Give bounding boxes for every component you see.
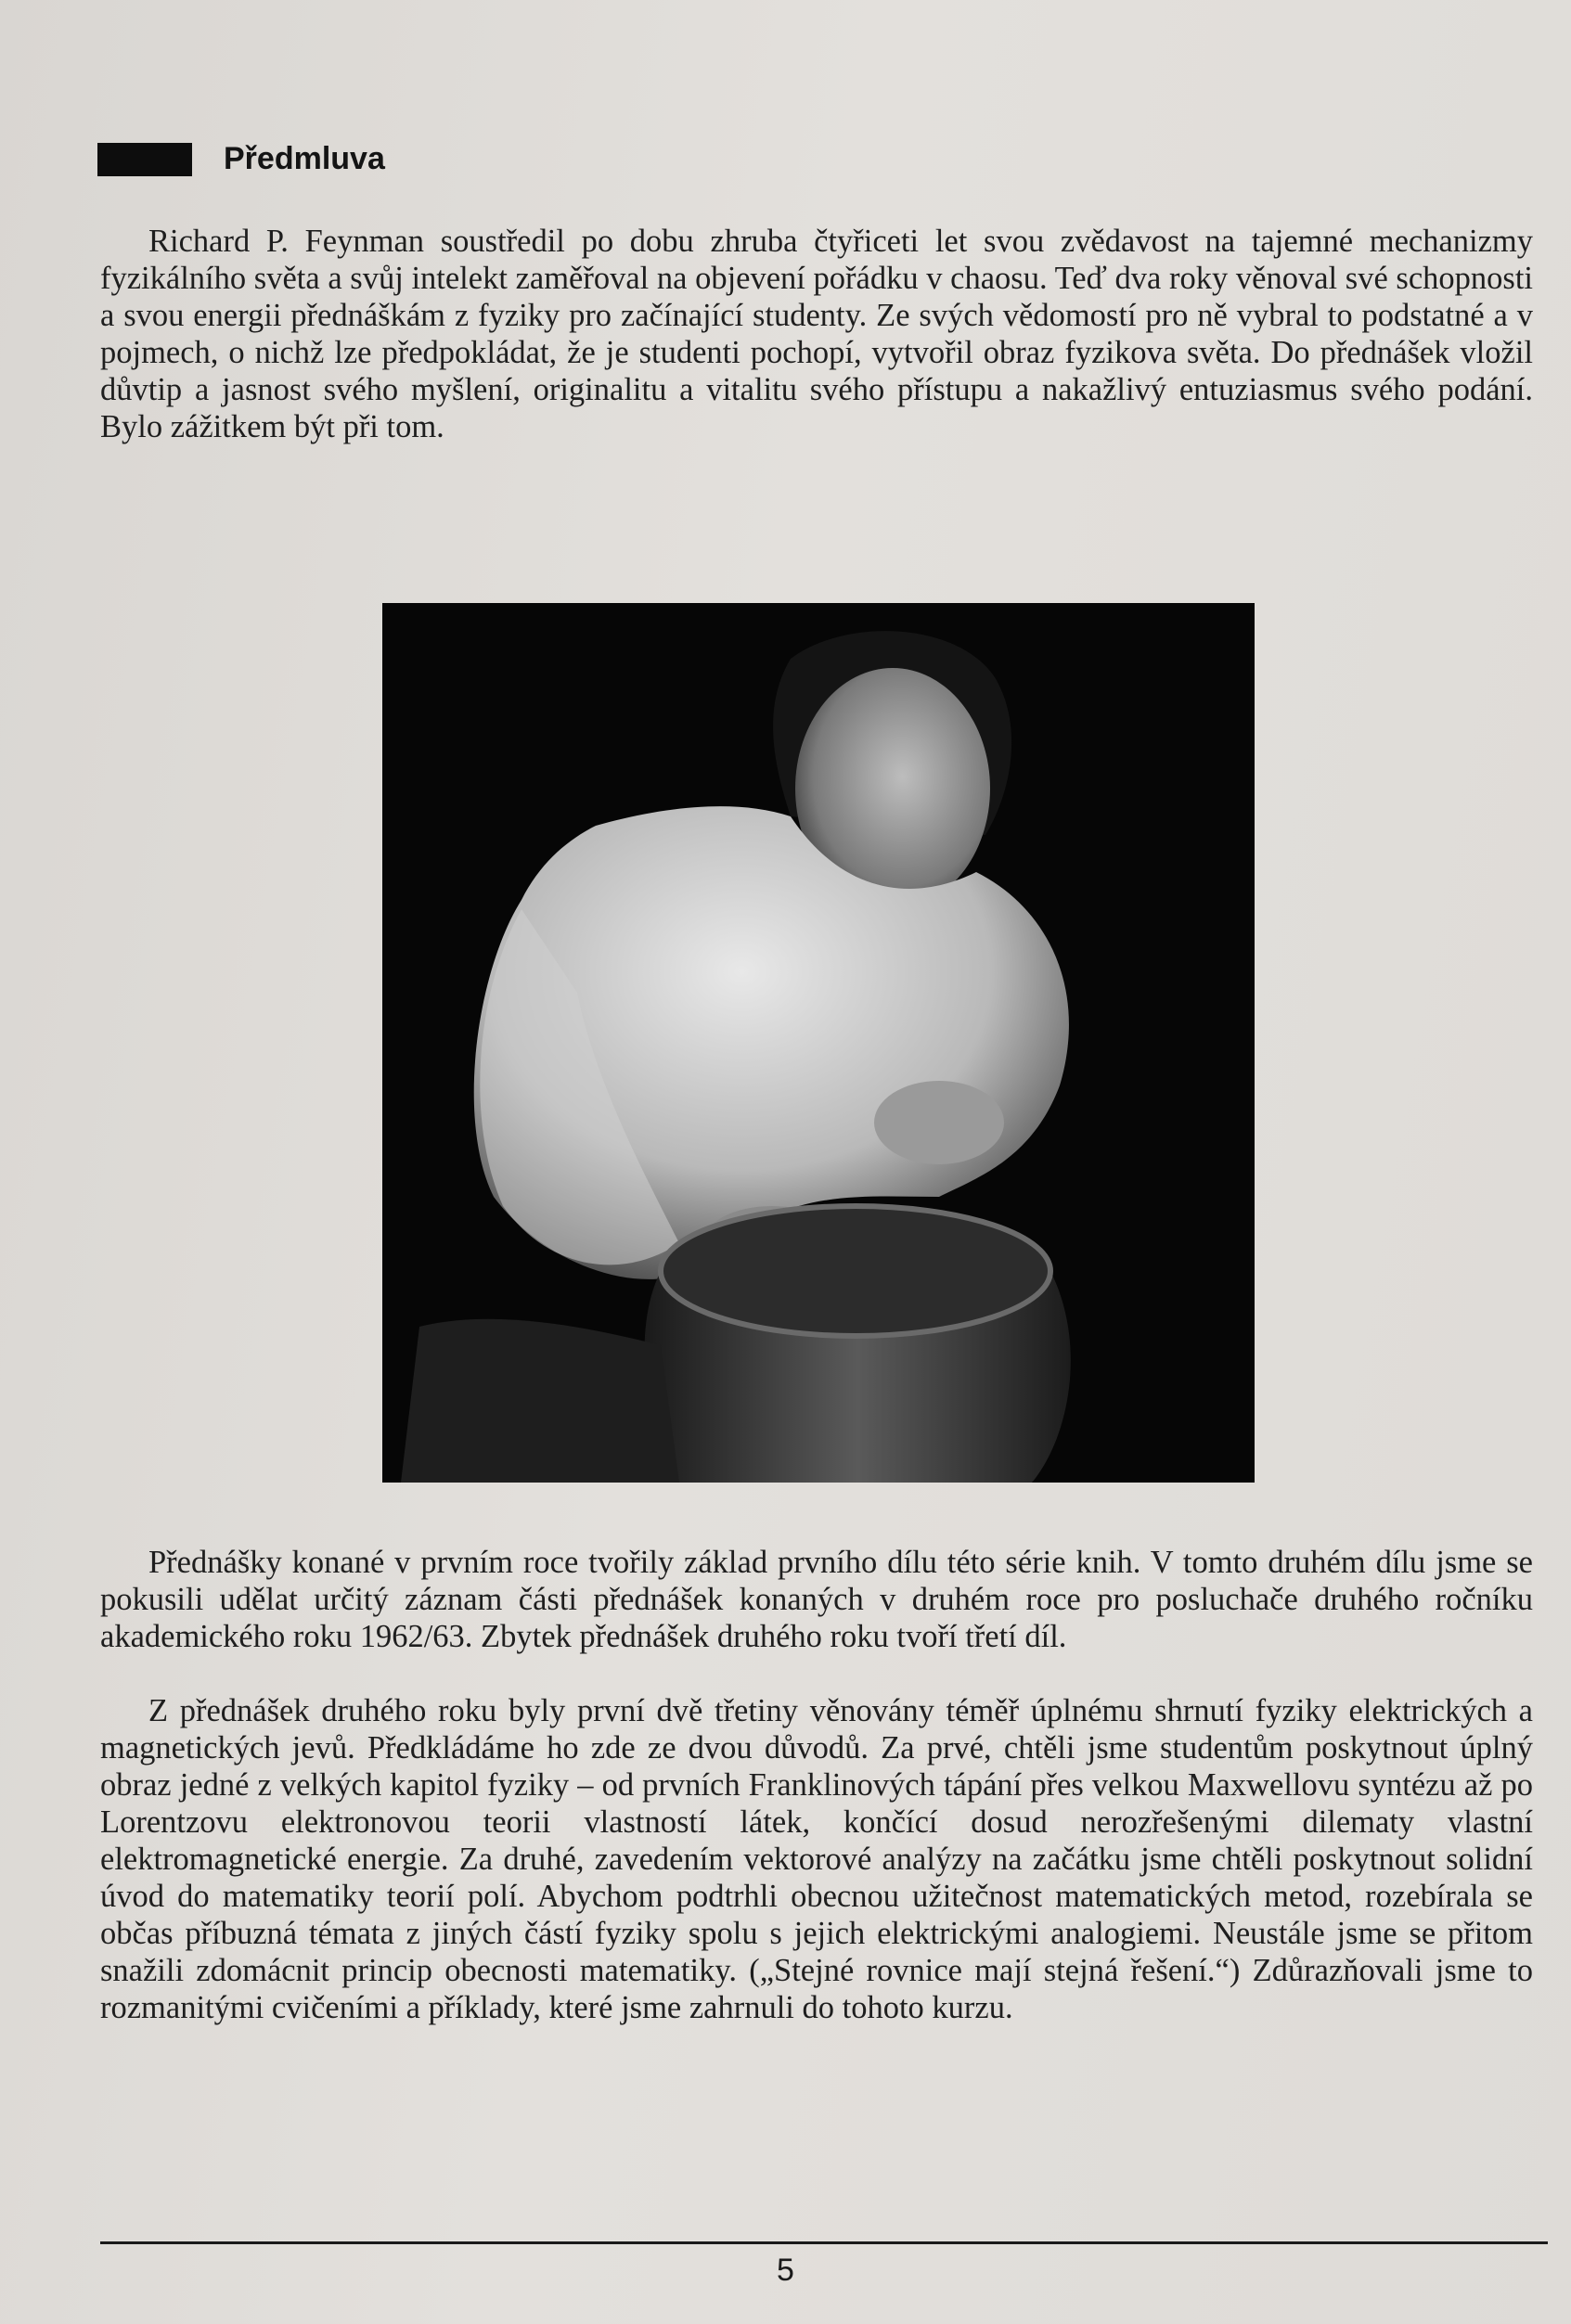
section-title: Předmluva (224, 141, 385, 176)
body-paragraph-1: Přednášky konané v prvním roce tvořily základ prvního dílu této série knih. V tomto druhém dílu jsme se pokusili udělat určitý záznam části přednášek konaných v druhém roce pro posluchače druhého ročníku akademického roku 1962/63. Zbytek přednášek druhého roku tvoří třetí díl. (100, 1545, 1533, 1654)
page-number: 5 (777, 2253, 794, 2288)
drummer-portrait-illustration (382, 603, 1255, 1483)
section-header (97, 141, 385, 177)
intro-paragraph: Richard P. Feynman soustředil po dobu zhruba čtyřiceti let svou zvědavost na tajemné mechanizmy fyzikálního světa a svůj intelekt zaměřoval na objevení pořádku v chaosu. Teď dva roky věnoval své schopnosti a svou energii přednáškám z fyziky pro začínající studenty. Ze svých vědomostí pro ně vybral to podstatné a v pojmech, o nichž lze předpokládat, že je studenti pochopí, vytvořil obraz fyzikova světa. Do přednášek vložil důvtip a jasnost svého myšlení, originalitu a vitalitu svého přístupu a nakažlivý entuziasmus svého podání. Bylo zážitkem být při tom. (100, 224, 1533, 444)
body-paragraph-2: Z přednášek druhého roku byly první dvě třetiny věnovány téměř úplnému shrnutí fyziky elektrických a magnetických jevů. Předkládáme ho zde ze dvou důvodů. Za prvé, chtěli jsme studentům poskytnout úplný obraz jedné z velkých kapitol fyziky – od prvních Franklinových tápání přes velkou Maxwellovu syntézu až po Lorentzovu elektronovou teorii vlastností látek, končící dosud nerozřešenými dilematy vlastní elektromagnetické energie. Za druhé, zavedením vektorové analýzy na začátku jsme chtěli poskytnout solidní úvod do matematiky teorií polí. Abychom podtrhli obecnou užitečnost matematických metod, rozebírala se občas příbuzná témata z jiných částí fyziky spolu s jejich elektrickými analogiemi. Neustále jsme se přitom snažili zdomácnit princip obecnosti matematiky. („Stejné rovnice mají stejná řešení.“) Zdůrazňovali jsme to rozmanitými cvičeními a příklady, které jsme zahrnuli do tohoto kurzu. (100, 1693, 1533, 2025)
footer-rule (100, 2241, 1548, 2244)
header-bar-marker (97, 143, 192, 176)
portrait-photo (382, 603, 1255, 1483)
